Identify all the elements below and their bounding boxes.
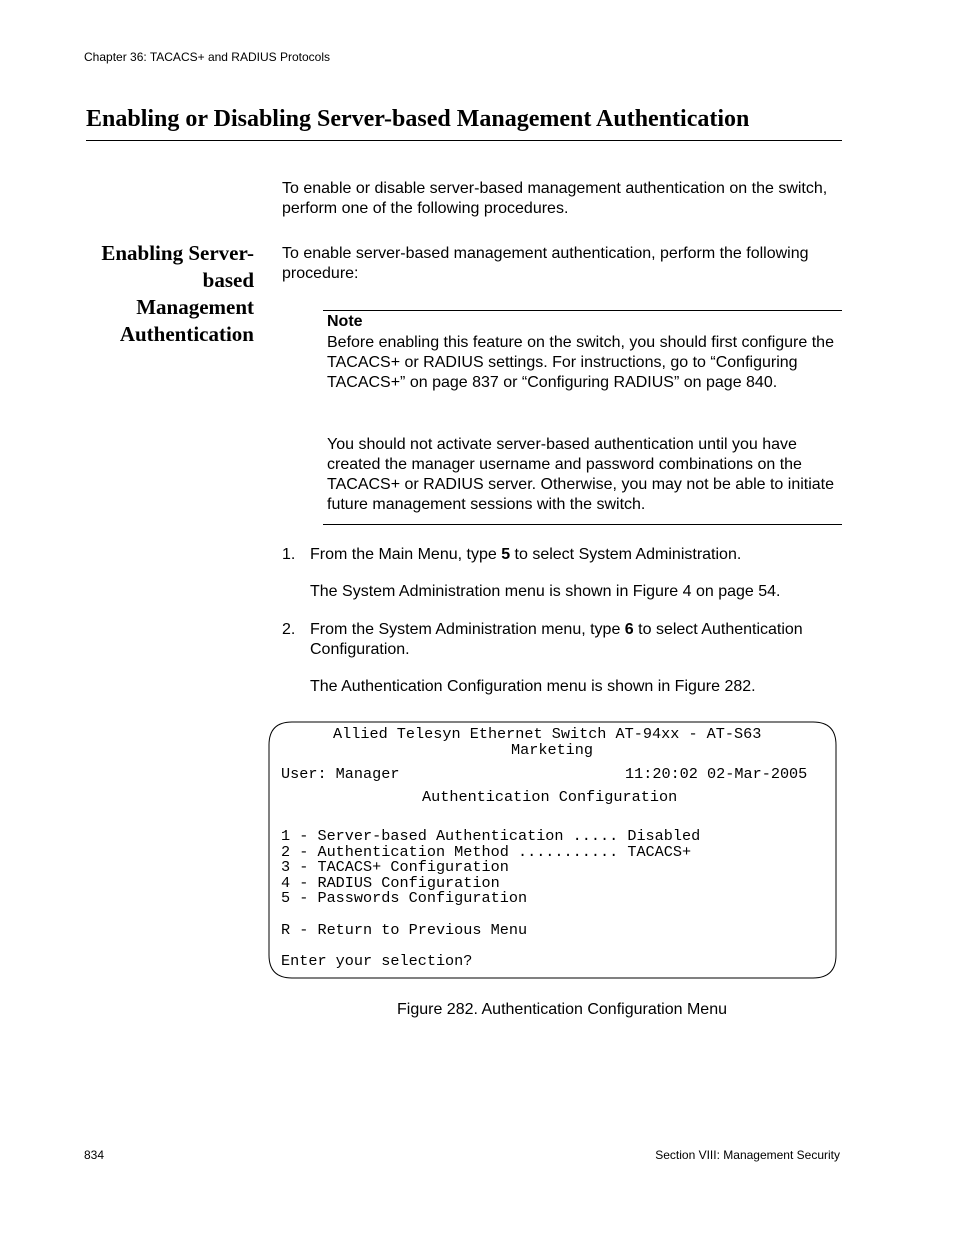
note-paragraph-1: Before enabling this feature on the switch, you should first configure the TACACS+ or RADIUS settings. For instructions, go to “Configuring TACACS+” on page 837 or “Configuring RADIUS” on page 840. [327, 334, 834, 391]
step-text-pre: From the System Administration menu, type [310, 621, 625, 638]
page-number: 834 [84, 1148, 105, 1162]
step-2-result: The Authentication Configuration menu is shown in Figure 282. [310, 678, 756, 695]
section-heading-line: Authentication [119, 322, 254, 346]
step-1-result: The System Administration menu is shown in Figure 4 on page 54. [310, 583, 781, 600]
intro-paragraph: To enable or disable server-based management authentication on the switch, perform one of the following procedures. [282, 180, 828, 217]
section-heading-line: Management [136, 295, 254, 319]
figure-caption: Figure 282. Authentication Configuration Menu [397, 1001, 727, 1018]
step-number: 1. [282, 546, 296, 563]
running-header: Chapter 36: TACACS+ and RADIUS Protocols [84, 50, 330, 64]
step-text-post: to select Authentication Configuration. [310, 621, 803, 658]
note-paragraph-2: You should not activate server-based authentication until you have created the manager username and password combinations on the TACACS+ or RADIUS server. Otherwise, you may not be able to initiate future management sessions with the switch. [327, 436, 835, 513]
terminal-location: Marketing [511, 741, 594, 759]
terminal-menu-item: 1 - Server-based Authentication ..... Disabled [281, 827, 701, 845]
terminal-user: User: Manager [281, 765, 400, 783]
step-text-pre: From the Main Menu, type [310, 546, 502, 563]
page-title: Enabling or Disabling Server-based Management Authentication [86, 106, 750, 132]
step-key: 6 [624, 621, 634, 638]
step-2-text [310, 620, 842, 660]
note-top-rule [323, 310, 842, 311]
terminal-menu-item: 2 - Authentication Method ........... TACACS+ [281, 843, 692, 861]
terminal-menu-item: 4 - RADIUS Configuration [281, 874, 500, 892]
step-number: 2. [282, 621, 296, 638]
terminal-prompt: Enter your selection? [281, 952, 473, 970]
section-heading [60, 240, 254, 348]
terminal-menu-title: Authentication Configuration [422, 788, 678, 806]
step-1-text [310, 545, 842, 565]
step-text-post: to select System Administration. [510, 546, 742, 563]
terminal-datetime: 11:20:02 02-Mar-2005 [625, 765, 808, 783]
terminal-system-name: Allied Telesyn Ethernet Switch AT-94xx - AT-S63 [333, 725, 762, 743]
footer-section: Section VIII: Management Security [655, 1148, 840, 1162]
procedure-intro: To enable server-based management authentication, perform the following procedure: [282, 245, 809, 282]
section-heading-line: based [202, 268, 254, 292]
terminal-return-item: R - Return to Previous Menu [281, 921, 528, 939]
terminal-menu-item: 5 - Passwords Configuration [281, 889, 528, 907]
terminal-menu-item: 3 - TACACS+ Configuration [281, 858, 509, 876]
step-key: 5 [501, 546, 511, 563]
note-bottom-rule [323, 524, 842, 525]
section-heading-line: Enabling Server- [101, 241, 254, 265]
note-title: Note [327, 313, 363, 330]
title-divider [86, 140, 842, 141]
